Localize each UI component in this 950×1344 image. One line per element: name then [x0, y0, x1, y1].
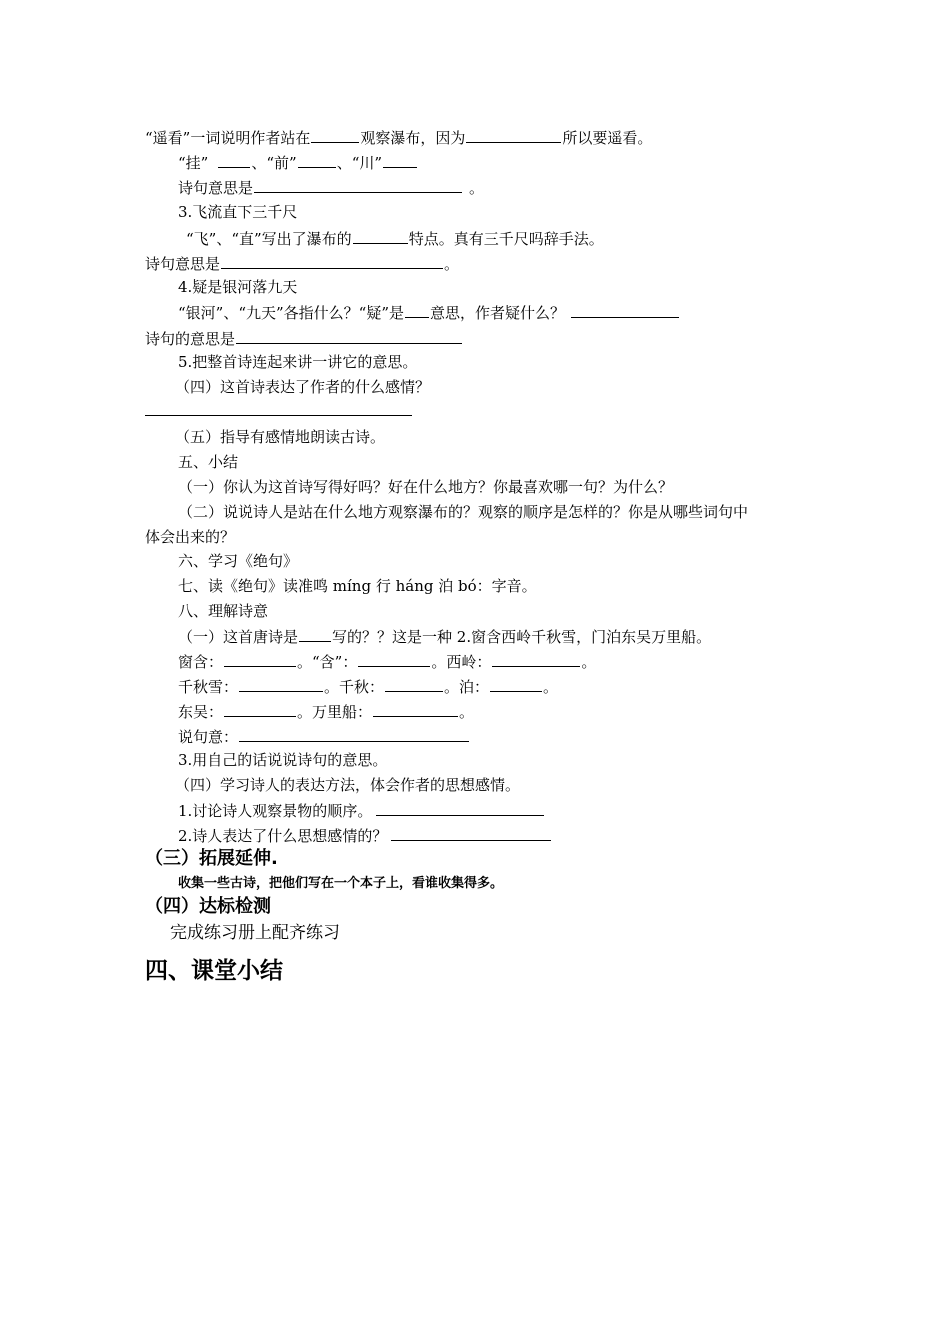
question-2-cont: 体会出来的？ [145, 528, 236, 546]
answer-blank[interactable] [236, 328, 462, 344]
text: 。千秋： [324, 678, 385, 696]
answer-blank[interactable] [373, 701, 458, 717]
text: 说句意： [178, 728, 239, 746]
text: “遥看”一词说明作者站在 [145, 129, 311, 147]
text: 观察瀑布，因为 [360, 129, 466, 147]
answer-blank[interactable] [239, 726, 469, 742]
poem-meaning-3 [145, 328, 463, 349]
text: 诗句的意思是 [145, 330, 236, 348]
text: “挂” [178, 154, 209, 172]
text: “飞”、“直”写出了瀑布的 [186, 230, 352, 248]
answer-blank[interactable] [391, 825, 551, 841]
text: 。 [444, 255, 460, 273]
text: 东吴： [178, 703, 224, 721]
text: 特点。真有三千尺吗辞手法。 [408, 230, 604, 248]
answer-blank[interactable] [224, 701, 296, 717]
text: 。 [459, 703, 475, 721]
text: （一）这首唐诗是 [178, 628, 299, 646]
poem-meaning-2 [145, 253, 459, 274]
section-expression: （四）学习诗人的表达方法，体会作者的思想感情。 [175, 776, 521, 794]
text: 写的？？这是一种 2.窗含西岭千秋雪，门泊东吴万里船。 [332, 628, 712, 646]
answer-blank[interactable] [239, 676, 323, 692]
heading-read: 七、读《绝句》读准鸣 míng 行 háng 泊 bó：字音。 [178, 577, 537, 595]
yaokan-question [145, 127, 652, 148]
text: 意思，作者疑什么？ [430, 304, 566, 322]
text: 。 [469, 179, 485, 197]
poem-line-3: 3.飞流直下三千尺 [178, 203, 298, 221]
fei-zhi-question [186, 228, 604, 249]
answer-blank[interactable] [298, 152, 336, 168]
text: 诗句意思是 [178, 179, 254, 197]
answer-blank[interactable] [221, 253, 443, 269]
answer-blank[interactable] [358, 651, 430, 667]
answer-blank[interactable] [490, 676, 542, 692]
question-1: （一）你认为这首诗写得好吗？好在什么地方？你最喜欢哪一句？为什么？ [178, 478, 674, 496]
expand-body: 收集一些古诗，把他们写在一个本子上，看谁收集得多。 [178, 876, 504, 891]
answer-blank[interactable] [218, 152, 250, 168]
question-2: （二）说说诗人是站在什么地方观察瀑布的？观察的顺序是怎样的？你是从哪些词句中 [178, 503, 749, 521]
discussion-2 [178, 825, 552, 846]
text: 窗含： [178, 653, 224, 671]
vocab-row-3 [178, 701, 474, 722]
answer-blank[interactable] [311, 127, 359, 143]
section-feeling: （四）这首诗表达了作者的什么感情？ [175, 378, 431, 396]
answer-blank[interactable] [353, 228, 408, 244]
text: 。“含”： [297, 653, 358, 671]
sentence-meaning [178, 726, 470, 747]
heading-jueju: 六、学习《绝句》 [178, 552, 299, 570]
text: 。西岭： [431, 653, 492, 671]
answer-blank[interactable] [466, 127, 561, 143]
answer-blank[interactable] [376, 800, 544, 816]
answer-blank[interactable] [224, 651, 296, 667]
poem-meaning-1 [178, 177, 484, 198]
answer-blank[interactable] [492, 651, 580, 667]
heading-expand: （三）拓展延伸. [145, 848, 278, 869]
text: 。 [543, 678, 559, 696]
vocab-row-2 [178, 676, 558, 697]
text: 。万里船： [297, 703, 373, 721]
gua-qian-chuan-question [178, 152, 418, 173]
tang-poem-question [178, 626, 711, 647]
instruction-3: 3.用自己的话说说诗句的意思。 [178, 751, 388, 769]
answer-blank[interactable] [405, 302, 429, 318]
heading-class-summary: 四、课堂小结 [145, 958, 283, 984]
yinhe-question [178, 302, 680, 323]
text: 2.诗人表达了什么思想感情的？ [178, 827, 388, 845]
text: 1.讨论诗人观察景物的顺序。 [178, 802, 373, 820]
heading-check: （四）达标检测 [145, 896, 271, 917]
answer-line[interactable] [145, 415, 412, 416]
text: 千秋雪： [178, 678, 239, 696]
discussion-1 [178, 800, 545, 821]
heading-understand: 八、理解诗意 [178, 602, 269, 620]
text: 。 [581, 653, 597, 671]
answer-blank[interactable] [385, 676, 443, 692]
text: “银河”、“九天”各指什么？“疑”是 [178, 304, 405, 322]
text: 诗句意思是 [145, 255, 221, 273]
answer-blank[interactable] [571, 302, 679, 318]
heading-summary-5: 五、小结 [178, 453, 239, 471]
answer-blank[interactable] [383, 152, 417, 168]
text: 、“川” [336, 154, 383, 172]
text: 、“前” [251, 154, 297, 172]
text: 所以要遥看。 [562, 129, 653, 147]
vocab-row-1 [178, 651, 596, 672]
text: 。泊： [444, 678, 490, 696]
check-body: 完成练习册上配齐练习 [170, 923, 340, 943]
instruction-5: 5.把整首诗连起来讲一讲它的意思。 [178, 353, 418, 371]
answer-blank[interactable] [254, 177, 462, 193]
poem-line-4: 4.疑是银河落九天 [178, 278, 298, 296]
section-reading: （五）指导有感情地朗读古诗。 [175, 428, 386, 446]
answer-blank[interactable] [299, 626, 331, 642]
